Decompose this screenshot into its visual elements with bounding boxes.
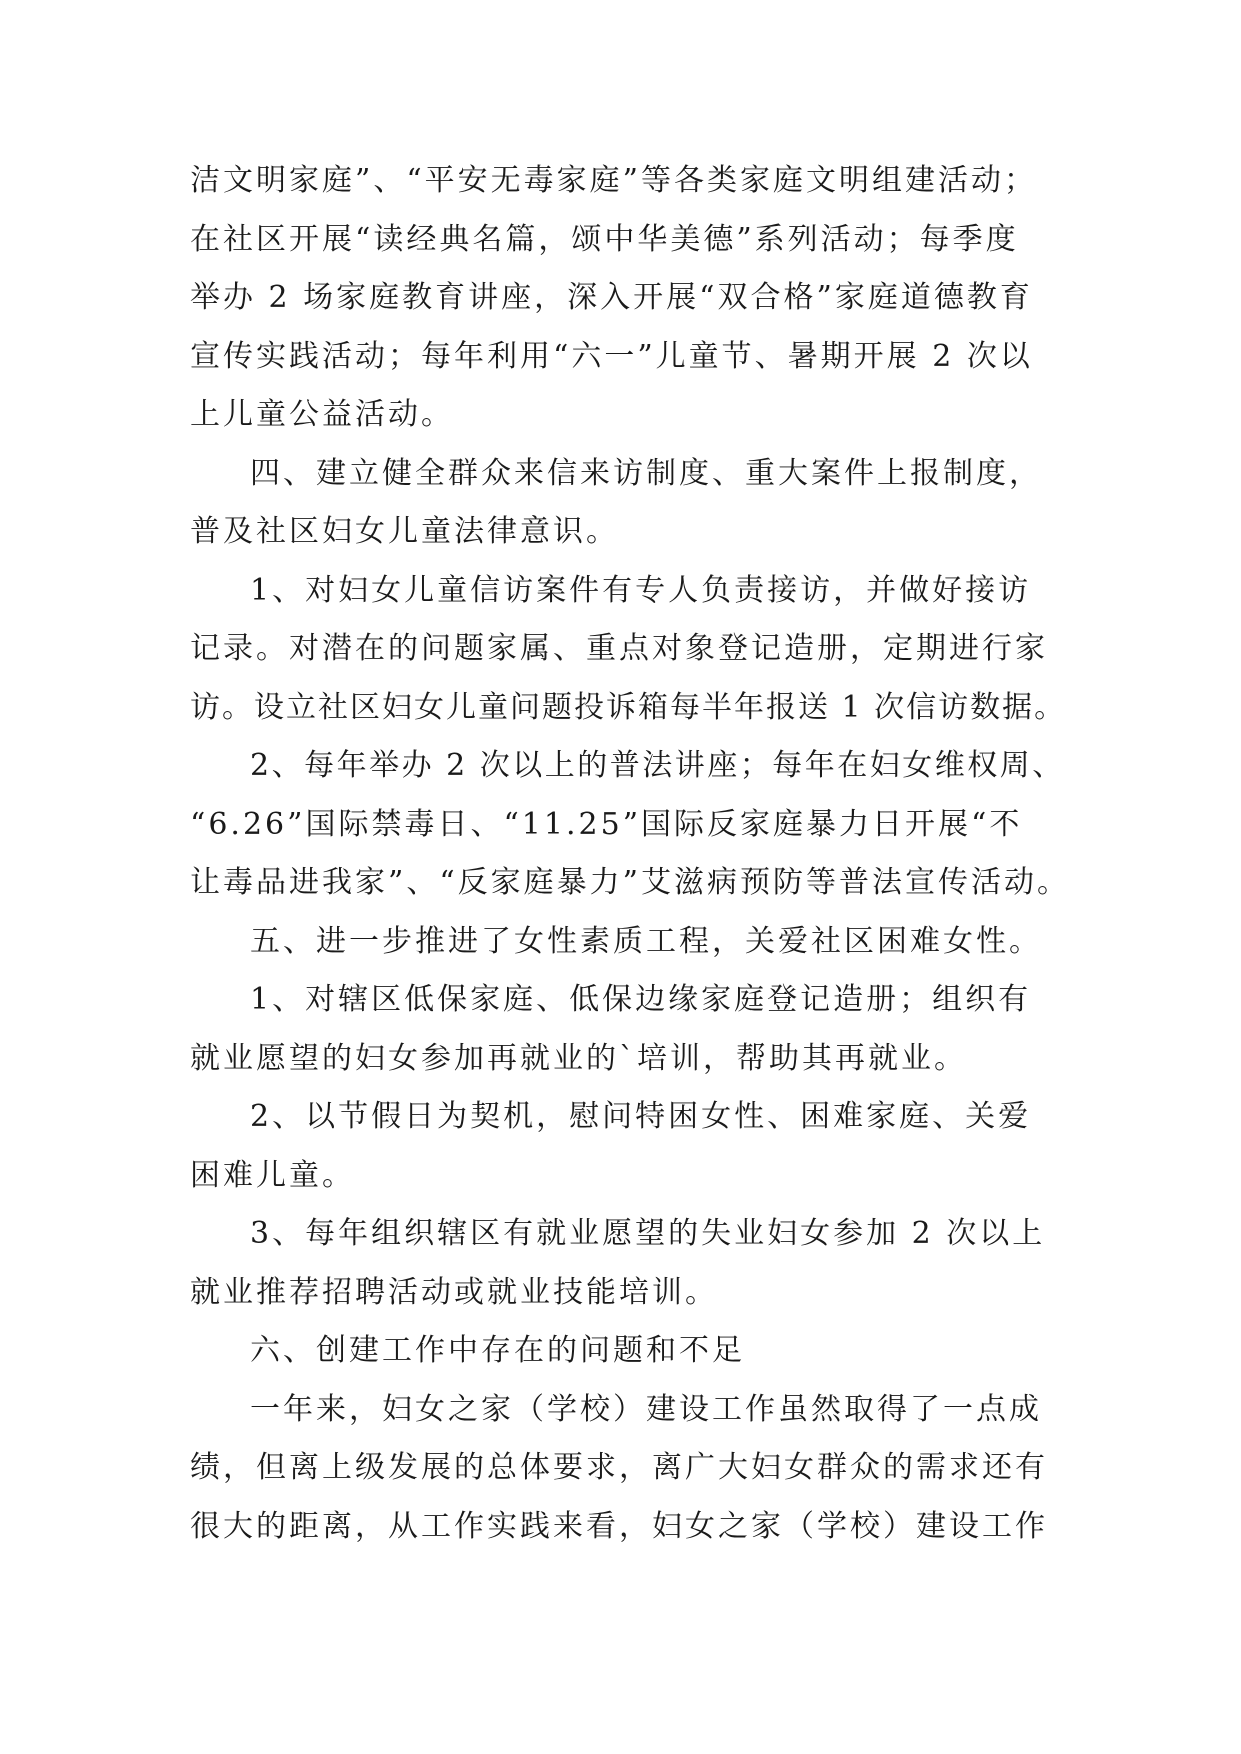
text-line: 洁文明家庭”、“平安无毒家庭”等各类家庭文明组建活动； — [190, 163, 1038, 198]
document-body — [190, 152, 1070, 1556]
text-line: 2、以节假日为契机，慰问特困女性、困难家庭、关爱 — [250, 1099, 1032, 1134]
text-line: 记录。对潜在的问题家属、重点对象登记造册，定期进行家 — [190, 631, 1048, 666]
text-line: 在社区开展“读经典名篇，颂中华美德”系列活动；每季度 — [190, 221, 1019, 257]
text-line: 宣传实践活动；每年利用“六一”儿童节、暑期开展 2 次以 — [190, 338, 1033, 374]
text-line: 让毒品进我家”、“反家庭暴力”艾滋病预防等普法宣传活动。 — [190, 865, 1071, 900]
text-line: 一年来，妇女之家（学校）建设工作虽然取得了一点成 — [250, 1391, 1042, 1427]
text-line: 普及社区妇女儿童法律意识。 — [190, 514, 619, 549]
text-line: 五、进一步推进了女性素质工程，关爱社区困难女性。 — [250, 923, 1042, 959]
text-line: 绩，但离上级发展的总体要求，离广大妇女群众的需求还有 — [190, 1450, 1048, 1485]
text-line: 四、建立健全群众来信来访制度、重大案件上报制度， — [250, 455, 1042, 491]
text-line: 1、对辖区低保家庭、低保边缘家庭登记造册；组织有 — [250, 982, 1032, 1017]
text-line: 六、创建工作中存在的问题和不足 — [250, 1333, 745, 1368]
text-line: 举办 2 场家庭教育讲座，深入开展“双合格”家庭道德教育 — [190, 280, 1033, 315]
text-line: 困难儿童。 — [190, 1157, 355, 1193]
text-line: 上儿童公益活动。 — [190, 397, 454, 432]
text-line: 1、对妇女儿童信访案件有专人负责接访，并做好接访 — [250, 572, 1032, 608]
text-line: “6.26”国际禁毒日、“11.25”国际反家庭暴力日开展“不 — [190, 806, 1023, 842]
text-line: 很大的距离，从工作实践来看，妇女之家（学校）建设工作 — [190, 1508, 1048, 1544]
text-line: 访。设立社区妇女儿童问题投诉箱每半年报送 1 次信访数据。 — [190, 689, 1067, 725]
text-line: 3、每年组织辖区有就业愿望的失业妇女参加 2 次以上 — [250, 1216, 1046, 1251]
text-line: 2、每年举办 2 次以上的普法讲座；每年在妇女维权周、 — [250, 748, 1065, 783]
text-line: 就业推荐招聘活动或就业技能培训。 — [190, 1274, 718, 1310]
text-line: 就业愿望的妇女参加再就业的`培训，帮助其再就业。 — [190, 1040, 967, 1076]
